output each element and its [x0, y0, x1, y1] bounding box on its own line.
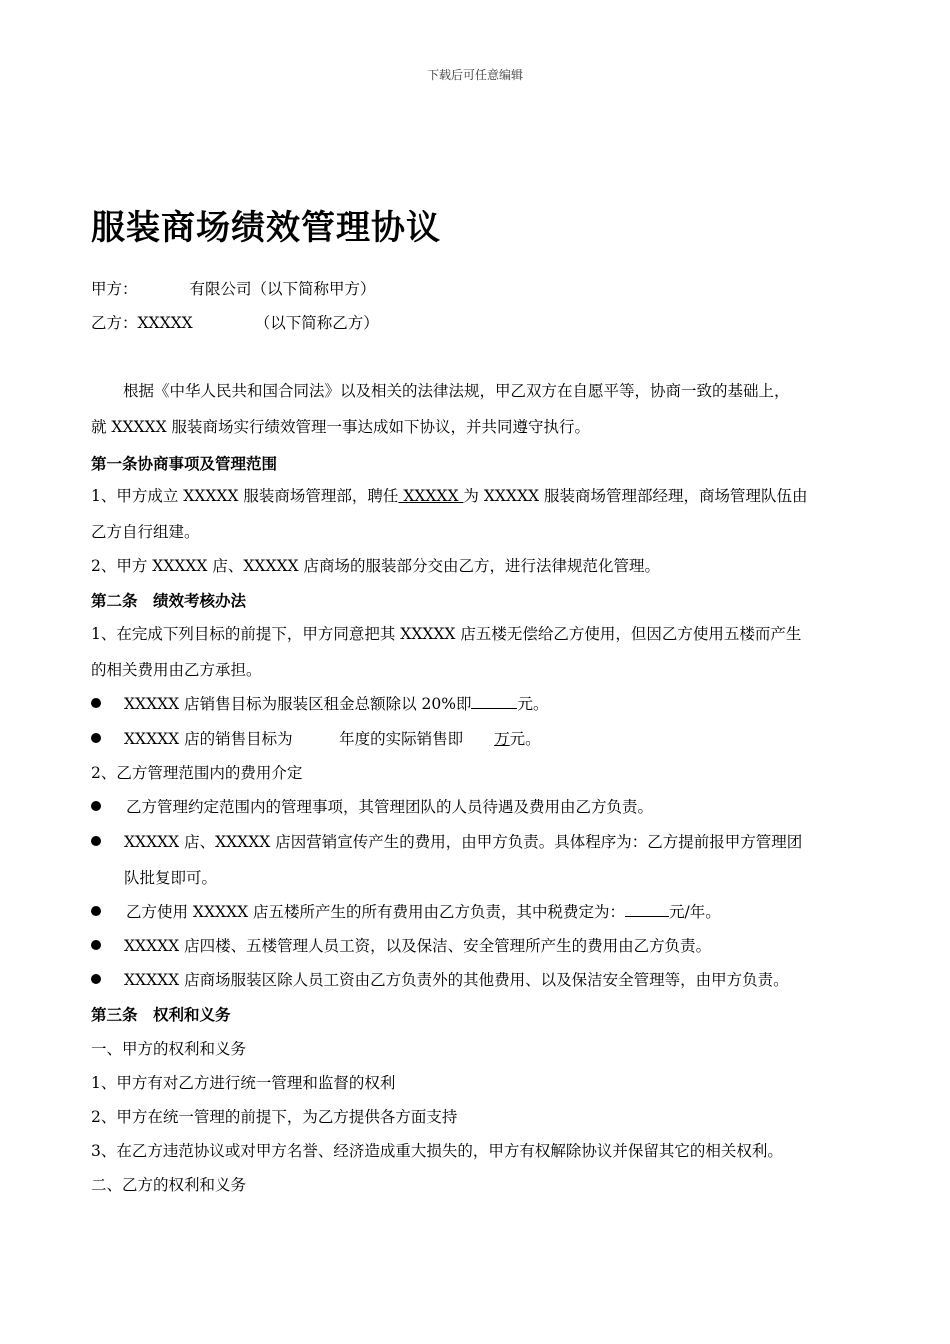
- party-a-label: 甲方：: [91, 280, 138, 298]
- bullet2-post: 元。: [509, 730, 541, 748]
- preamble-line-2: 就 XXXXX 服装商场实行绩效管理一事达成如下协议，并共同遵守执行。: [91, 418, 591, 436]
- article1-item1: [91, 484, 807, 506]
- article3-item2: 2、甲方在统一管理的前提下，为乙方提供各方面支持: [91, 1108, 458, 1126]
- bullet5-post: 元/年。: [669, 903, 721, 921]
- bullet5-pre: 乙方使用 XXXXX 店五楼所产生的所有费用由乙方负责，其中税费定为：: [126, 903, 626, 921]
- bullet-dot-icon: [91, 940, 101, 950]
- party-a-text: 有限公司（以下简称甲方）: [189, 280, 376, 298]
- article2-p1-line2: 的相关费用由乙方承担。: [91, 661, 262, 679]
- article3-item1: 1、甲方有对乙方进行统一管理和监督的权利: [91, 1074, 396, 1092]
- bullet4-cont: 队批复即可。: [124, 869, 218, 887]
- article1-item1-post: 为 XXXXX 服装商场管理部经理，商场管理队伍由: [463, 487, 808, 505]
- article2-p1-line1: 1、在完成下列目标的前提下，甲方同意把其 XXXXX 店五楼无偿给乙方使用，但因乙方使用五楼而产生: [91, 625, 802, 643]
- article1-item2: 2、甲方 XXXXX 店、XXXXX 店商场的服装部分交由乙方，进行法律规范化管理。: [91, 557, 660, 575]
- bullet2-unit: 万: [494, 730, 510, 748]
- party-b-label: 乙方：XXXXX: [91, 314, 193, 332]
- bullet1-post: 元。: [517, 695, 549, 713]
- article1-heading: 第一条协商事项及管理范围: [91, 454, 278, 473]
- bullet2-pre: XXXXX 店的销售目标为 年度的实际销售即: [124, 730, 495, 748]
- article3-sub1: 一、甲方的权利和义务: [91, 1040, 247, 1058]
- article1-item1-pre: 1、甲方成立 XXXXX 服装商场管理部，聘任: [91, 487, 399, 505]
- bullet-dot-icon: [91, 974, 101, 984]
- party-b: [91, 311, 379, 333]
- article3-heading: 第三条 权利和义务: [91, 1005, 231, 1024]
- bullet1-pre: XXXXX 店销售目标为服装区租金总额除以 20%即: [124, 695, 472, 713]
- document-title: 服装商场绩效管理协议: [91, 208, 441, 248]
- manager-name: XXXXX: [398, 487, 464, 505]
- article3-sub2: 二、乙方的权利和义务: [91, 1176, 247, 1194]
- bullet3-text: 乙方管理约定范围内的管理事项，其管理团队的人员待遇及费用由乙方负责。: [126, 798, 654, 816]
- bullet7-text: XXXXX 店商场服装区除人员工资由乙方负责外的其他费用、以及保洁安全管理等，由甲方负责。: [124, 971, 789, 989]
- bullet-dot-icon: [91, 906, 101, 916]
- party-a: [91, 277, 376, 299]
- article2-p2: 2、乙方管理范围内的费用介定: [91, 764, 303, 782]
- bullet-dot-icon: [91, 836, 101, 846]
- party-b-text: （以下简称乙方）: [254, 314, 379, 332]
- article1-item1-cont: 乙方自行组建。: [91, 523, 200, 541]
- bullet-dot-icon: [91, 733, 101, 743]
- article3-item3: 3、在乙方违范协议或对甲方名誉、经济造成重大损失的，甲方有权解除协议并保留其它的相关权利。: [91, 1142, 783, 1160]
- blank-field: [625, 902, 669, 917]
- bullet-dot-icon: [91, 801, 101, 811]
- blank-field: [471, 694, 517, 709]
- preamble-line-1: 根据《中华人民共和国合同法》以及相关的法律法规，甲乙双方在自愿平等，协商一致的基础上，: [123, 382, 790, 400]
- header-note: 下载后可任意编辑: [426, 68, 523, 82]
- bullet-dot-icon: [91, 698, 101, 708]
- article2-heading: 第二条 绩效考核办法: [91, 591, 247, 610]
- bullet4-text: XXXXX 店、XXXXX 店因营销宣传产生的费用，由甲方负责。具体程序为：乙方提前报甲方管理团: [124, 833, 803, 851]
- bullet6-text: XXXXX 店四楼、五楼管理人员工资，以及保洁、安全管理所产生的费用由乙方负责。: [124, 937, 712, 955]
